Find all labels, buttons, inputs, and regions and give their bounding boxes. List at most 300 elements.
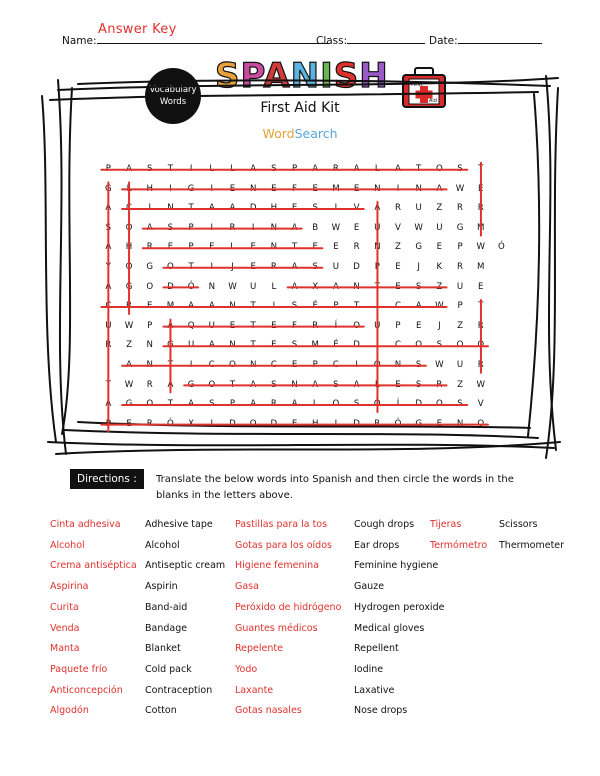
- grid-letter: W: [331, 222, 341, 233]
- grid-letter: R: [394, 203, 401, 214]
- grid-letter: E: [353, 183, 360, 194]
- grid-letter: R: [146, 418, 153, 429]
- grid-row: [98, 415, 512, 435]
- grid-letter: R: [312, 320, 319, 331]
- badge-line-2: Words: [159, 97, 187, 107]
- grid-letter: C: [332, 359, 339, 370]
- grid-letter: A: [332, 281, 339, 292]
- word-spanish: Aspirina: [50, 581, 89, 593]
- grid-letter: L: [312, 399, 318, 410]
- grid-letter: E: [415, 320, 422, 331]
- grid-letter: T: [250, 301, 256, 312]
- word-spanish: Guantes médicos: [235, 622, 318, 634]
- grid-letter: I: [334, 203, 338, 214]
- word-english: Feminine hygiene: [354, 560, 439, 572]
- grid-row: [98, 258, 512, 278]
- word-english: Bandage: [145, 622, 188, 634]
- word-spanish: Laxante: [235, 684, 274, 696]
- grid-letter: S: [436, 340, 443, 351]
- grid-letter: J: [231, 261, 234, 272]
- date-label: Date:: [429, 35, 458, 47]
- grid-row: [98, 376, 512, 396]
- grid-letter: O: [373, 399, 381, 410]
- grid-letter: P: [229, 399, 236, 410]
- word-spanish: Algodón: [50, 705, 89, 717]
- word-spanish: Curita: [50, 601, 79, 613]
- grid-letter: P: [457, 301, 463, 312]
- grid-letter: R: [270, 261, 277, 272]
- grid-letter: N: [456, 418, 464, 429]
- grid-letter: T: [105, 379, 111, 390]
- word-spanish: Tijeras: [430, 519, 462, 530]
- grid-letter: A: [250, 379, 257, 390]
- page-subtitle: First Aid Kit: [260, 100, 340, 116]
- grid-letter: S: [415, 379, 422, 390]
- title-letter: A: [263, 56, 291, 96]
- grid-letter: D: [167, 281, 174, 292]
- grid-letter: E: [478, 281, 484, 292]
- grid-letter: J: [417, 261, 420, 272]
- answer-key-label: Answer Key: [98, 22, 177, 37]
- word-english: Contraception: [145, 684, 213, 696]
- grid-letter: D: [353, 261, 360, 272]
- grid-letter: Z: [457, 379, 463, 390]
- grid-letter: E: [250, 261, 256, 272]
- grid-letter: A: [208, 301, 215, 312]
- grid-letter: U: [332, 261, 340, 272]
- grid-letter: T: [416, 164, 422, 174]
- grid-letter: R: [477, 359, 484, 370]
- grid-letter: V: [353, 203, 360, 214]
- grid-letter: O: [208, 379, 216, 390]
- word-spanish: Peróxido de hidrógeno: [235, 601, 342, 613]
- name-field[interactable]: [62, 34, 329, 47]
- grid-letter: R: [270, 399, 277, 410]
- grid-letter: A: [167, 379, 174, 390]
- grid-letter: R: [477, 203, 484, 214]
- grid-letter: O: [167, 261, 174, 272]
- grid-letter: M: [332, 183, 340, 194]
- grid-letter: U: [456, 359, 464, 370]
- grid-letter: N: [167, 203, 174, 214]
- grid-letter: E: [271, 320, 277, 331]
- word-english: Laxative: [354, 684, 395, 696]
- grid-letter: A: [188, 301, 195, 312]
- grid-letter: T: [188, 261, 194, 272]
- grid-letter: F: [292, 320, 297, 331]
- grid-row: [98, 160, 512, 180]
- grid-letter: R: [332, 164, 339, 174]
- grid-letter: S: [209, 399, 215, 410]
- grid-letter: P: [105, 164, 111, 174]
- grid-letter: N: [394, 359, 402, 370]
- grid-letter: O: [125, 261, 133, 272]
- grid-letter: P: [395, 320, 401, 331]
- title-letter: N: [290, 56, 321, 96]
- grid-letter: U: [415, 203, 422, 214]
- word-spanish: Manta: [50, 643, 80, 655]
- grid-letter: N: [249, 359, 257, 370]
- grid-letter: P: [374, 261, 380, 272]
- grid-letter: X: [188, 418, 195, 429]
- grid-letter: A: [126, 359, 132, 370]
- grid-letter: W: [435, 301, 444, 312]
- grid-letter: T: [374, 281, 380, 292]
- grid-letter: R: [105, 340, 112, 351]
- grid-letter: E: [333, 242, 339, 253]
- grid-letter: I: [169, 183, 172, 194]
- grid-letter: E: [291, 418, 298, 429]
- word-english: Blanket: [145, 643, 181, 655]
- grid-letter: G: [415, 418, 422, 429]
- grid-letter: É: [333, 340, 339, 351]
- grid-letter: N: [291, 379, 298, 390]
- badge-line-1: Vocabulary: [149, 85, 197, 95]
- grid-row: [98, 199, 512, 219]
- grid-letter: A: [188, 399, 195, 410]
- grid-letter: O: [435, 164, 443, 174]
- grid-letter: A: [291, 281, 298, 292]
- grid-letter: O: [353, 320, 360, 331]
- grid-letter: S: [457, 164, 463, 174]
- grid-letter: A: [208, 340, 215, 351]
- grid-letter: E: [395, 281, 401, 292]
- grid-letter: N: [208, 281, 215, 292]
- grid-letter: L: [374, 379, 380, 390]
- grid-letter: U: [456, 281, 464, 292]
- grid-letter: A: [208, 203, 215, 214]
- grid-letter: L: [230, 164, 235, 174]
- grid-letter: K: [436, 261, 443, 272]
- grid-letter: I: [148, 203, 151, 214]
- grid-letter: I: [210, 183, 214, 194]
- grid-letter: Ó: [187, 281, 195, 292]
- word-english: Cough drops: [354, 519, 415, 530]
- grid-letter: A: [436, 183, 443, 194]
- word-spanish: Alcohol: [50, 539, 85, 551]
- word-spanish: Gotas para los oídos: [235, 539, 332, 551]
- word-english: Band-aid: [145, 601, 188, 613]
- grid-letter: A: [105, 399, 112, 410]
- grid-letter: E: [312, 242, 318, 253]
- word-spanish: Venda: [50, 622, 80, 634]
- word-spanish: Gasa: [235, 581, 259, 593]
- grid-letter: C: [394, 301, 401, 312]
- grid-letter: W: [124, 320, 134, 331]
- grid-letter: D: [353, 418, 360, 429]
- word-english: Cold pack: [145, 663, 192, 675]
- grid-letter: L: [126, 183, 132, 194]
- grid-letter: E: [478, 183, 484, 194]
- title-letter: I: [320, 56, 334, 96]
- grid-letter: E: [436, 242, 443, 253]
- grid-letter: E: [291, 203, 298, 214]
- grid-letter: G: [125, 399, 133, 410]
- grid-letter: R: [229, 222, 236, 233]
- directions-text: Translate the below words into Spanish and then circle the words in the blanks in the letters above.: [156, 474, 514, 501]
- grid-letter: E: [395, 261, 401, 272]
- class-field[interactable]: [316, 34, 425, 47]
- grid-letter: T: [167, 359, 174, 370]
- grid-letter: O: [332, 399, 340, 410]
- grid-letter: Ó: [394, 418, 402, 429]
- grid-letter: E: [271, 183, 277, 194]
- grid-letter: W: [435, 359, 444, 370]
- word-english: Repellent: [354, 643, 399, 655]
- grid-letter: Q: [187, 320, 195, 331]
- word-spanish: Higiene femenina: [235, 560, 319, 572]
- grid-letter: S: [312, 261, 318, 272]
- grid-letter: R: [457, 203, 464, 214]
- class-label: Class:: [316, 35, 348, 47]
- grid-letter: I: [396, 183, 400, 194]
- grid-letter: N: [146, 359, 153, 370]
- grid-letter: A: [374, 203, 381, 214]
- grid-letter: A: [415, 301, 422, 312]
- svg-text:Aid: Aid: [429, 98, 437, 104]
- grid-letter: G: [187, 379, 195, 390]
- grid-letter: U: [208, 320, 215, 331]
- grid-letter: I: [251, 222, 255, 233]
- grid-letter: V: [395, 222, 401, 233]
- grid-letter: T: [291, 242, 298, 253]
- word-spanish: Anticoncepción: [50, 684, 123, 696]
- grid-letter: P: [457, 242, 463, 253]
- grid-letter: L: [271, 281, 277, 292]
- grid-letter: Z: [457, 320, 463, 331]
- grid-letter: T: [353, 301, 360, 312]
- word-english: Iodine: [354, 663, 384, 675]
- kit-label: First: [411, 82, 423, 88]
- grid-letter: G: [146, 261, 154, 272]
- grid-letter: N: [353, 281, 360, 292]
- grid-letter: A: [353, 379, 360, 390]
- grid-letter: T: [188, 203, 194, 214]
- grid-letter: Y: [105, 261, 111, 272]
- word-english: Hydrogen peroxide: [354, 601, 445, 613]
- grid-letter: R: [457, 261, 464, 272]
- word-english: Thermometer: [499, 539, 565, 551]
- word-spanish: Gotas nasales: [235, 705, 302, 717]
- grid-letter: G: [187, 183, 195, 194]
- grid-letter: O: [146, 281, 154, 292]
- word-english: Medical gloves: [354, 622, 425, 634]
- grid-letter: H: [125, 242, 133, 253]
- grid-letter: A: [126, 164, 132, 174]
- grid-letter: E: [291, 359, 298, 370]
- grid-letter: M: [477, 261, 485, 272]
- grid-row: [98, 336, 512, 356]
- grid-letter: I: [210, 261, 214, 272]
- word-english: Antiseptic cream: [145, 560, 226, 572]
- grid-letter: D: [353, 340, 360, 351]
- grid-letter: Ó: [498, 242, 505, 253]
- grid-letter: I: [376, 340, 379, 351]
- grid-letter: V: [477, 399, 484, 410]
- grid-letter: T: [229, 379, 236, 390]
- grid-letter: I: [272, 301, 276, 312]
- grid-letter: T: [250, 340, 256, 351]
- grid-letter: G: [125, 281, 133, 292]
- title-letter: H: [359, 56, 389, 96]
- word-english: Ear drops: [354, 539, 400, 551]
- grid-letter: I: [355, 359, 358, 370]
- grid-letter: A: [105, 281, 112, 292]
- title-letter: S: [215, 56, 241, 96]
- grid-letter: M: [166, 301, 175, 312]
- grid-letter: E: [167, 242, 174, 253]
- grid-letter: C: [105, 301, 112, 312]
- grid-letter: L: [374, 164, 380, 174]
- grid-letter: I: [376, 301, 379, 312]
- word-spanish: Repelente: [235, 643, 283, 655]
- grid-letter: N: [270, 222, 278, 233]
- grid-row: [98, 278, 512, 298]
- word-spanish: Cinta adhesiva: [50, 519, 121, 530]
- grid-letter: R: [126, 301, 133, 312]
- grid-letter: U: [105, 320, 112, 331]
- grid-letter: G: [105, 183, 112, 194]
- word-spanish: Yodo: [235, 663, 258, 675]
- grid-letter: O: [229, 359, 236, 370]
- grid-letter: C: [394, 340, 401, 351]
- grid-letter: H: [146, 183, 153, 194]
- grid-letter: U: [374, 222, 381, 233]
- grid-row: [98, 238, 512, 258]
- grid-letter: I: [334, 418, 338, 429]
- letter-grid: [98, 160, 512, 434]
- grid-letter: E: [126, 418, 132, 429]
- grid-letter: S: [271, 164, 277, 174]
- grid-letter: O: [456, 340, 464, 351]
- grid-letter: P: [333, 301, 339, 312]
- grid-letter: É: [312, 301, 318, 312]
- grid-letter: Ó: [373, 359, 381, 370]
- grid-letter: E: [353, 222, 360, 233]
- grid-letter: O: [249, 418, 257, 429]
- grid-letter: N: [374, 242, 381, 253]
- grid-letter: S: [415, 359, 422, 370]
- grid-letter: N: [270, 242, 278, 253]
- grid-letter: A: [167, 320, 174, 331]
- word-english: Alcohol: [145, 539, 180, 551]
- grid-letter: N: [374, 183, 381, 194]
- grid-letter: D: [270, 418, 278, 429]
- grid-letter: O: [125, 222, 133, 233]
- grid-letter: I: [189, 164, 193, 174]
- grid-letter: R: [436, 379, 443, 390]
- word-english: Cotton: [145, 705, 177, 717]
- grid-letter: S: [105, 222, 112, 233]
- grid-letter: T: [478, 301, 484, 312]
- grid-letter: P: [312, 359, 318, 370]
- grid-letter: G: [456, 222, 464, 233]
- grid-letter: I: [210, 222, 214, 233]
- grid-letter: N: [229, 301, 236, 312]
- grid-letter: D: [229, 418, 236, 429]
- word-spanish: Paquete frío: [50, 663, 108, 675]
- grid-letter: W: [228, 281, 237, 292]
- grid-letter: S: [312, 203, 318, 214]
- grid-letter: D: [249, 203, 257, 214]
- grid-letter: S: [457, 399, 463, 410]
- grid-letter: G: [415, 242, 422, 253]
- date-field[interactable]: [429, 34, 542, 47]
- grid-letter: E: [312, 183, 318, 194]
- grid-letter: S: [167, 222, 174, 233]
- grid-letter: T: [167, 399, 174, 410]
- grid-letter: T: [250, 320, 256, 331]
- grid-letter: U: [436, 222, 443, 233]
- grid-row: [98, 219, 512, 239]
- grid-letter: E: [229, 320, 236, 331]
- grid-letter: U: [374, 320, 381, 331]
- title-letter: S: [333, 56, 360, 96]
- grid-letter: E: [395, 379, 401, 390]
- grid-letter: Í: [334, 320, 338, 331]
- grid-letter: L: [209, 164, 215, 174]
- grid-letter: S: [333, 379, 339, 390]
- grid-letter: F: [292, 183, 297, 194]
- grid-letter: Z: [126, 340, 132, 351]
- grid-letter: L: [230, 242, 235, 253]
- grid-letter: P: [105, 418, 111, 429]
- grid-letter: U: [250, 281, 257, 292]
- grid-letter: S: [271, 379, 277, 390]
- grid-letter: A: [353, 164, 360, 174]
- grid-row: [98, 297, 512, 317]
- grid-letter: W: [476, 379, 485, 390]
- grid-letter: N: [415, 183, 422, 194]
- word-english: Gauze: [354, 581, 385, 593]
- grid-letter: U: [187, 340, 195, 351]
- grid-letter: E: [250, 242, 256, 253]
- grid-letter: X: [312, 281, 319, 292]
- grid-letter: A: [291, 261, 298, 272]
- grid-letter: W: [124, 379, 134, 390]
- grid-letter: O: [477, 340, 485, 351]
- grid-letter: T: [478, 164, 484, 174]
- grid-letter: W: [476, 242, 485, 253]
- word-search-search: Search: [294, 126, 338, 141]
- grid-letter: O: [146, 399, 154, 410]
- grid-letter: R: [146, 379, 153, 390]
- grid-letter: I: [107, 359, 110, 370]
- grid-letter: A: [105, 242, 112, 253]
- grid-letter: A: [312, 379, 319, 390]
- word-spanish: Pastillas para la tos: [235, 519, 328, 530]
- grid-letter: S: [146, 164, 153, 174]
- grid-letter: A: [250, 399, 257, 410]
- grid-letter: R: [374, 418, 381, 429]
- grid-row: [98, 395, 512, 415]
- grid-letter: J: [438, 320, 441, 331]
- grid-letter: S: [291, 340, 298, 351]
- grid-letter: A: [395, 164, 401, 174]
- grid-row: [98, 180, 512, 200]
- grid-letter: E: [209, 242, 215, 253]
- grid-letter: S: [415, 281, 422, 292]
- grid-letter: H: [311, 418, 319, 429]
- grid-letter: W: [414, 222, 423, 233]
- grid-letter: Z: [436, 281, 443, 292]
- grid-letter: I: [210, 418, 214, 429]
- grid-letter: G: [167, 340, 174, 351]
- grid-letter: Z: [395, 242, 401, 253]
- word-spanish: Crema antiséptica: [50, 560, 137, 572]
- grid-row: [98, 317, 512, 337]
- grid-letter: I: [189, 359, 193, 370]
